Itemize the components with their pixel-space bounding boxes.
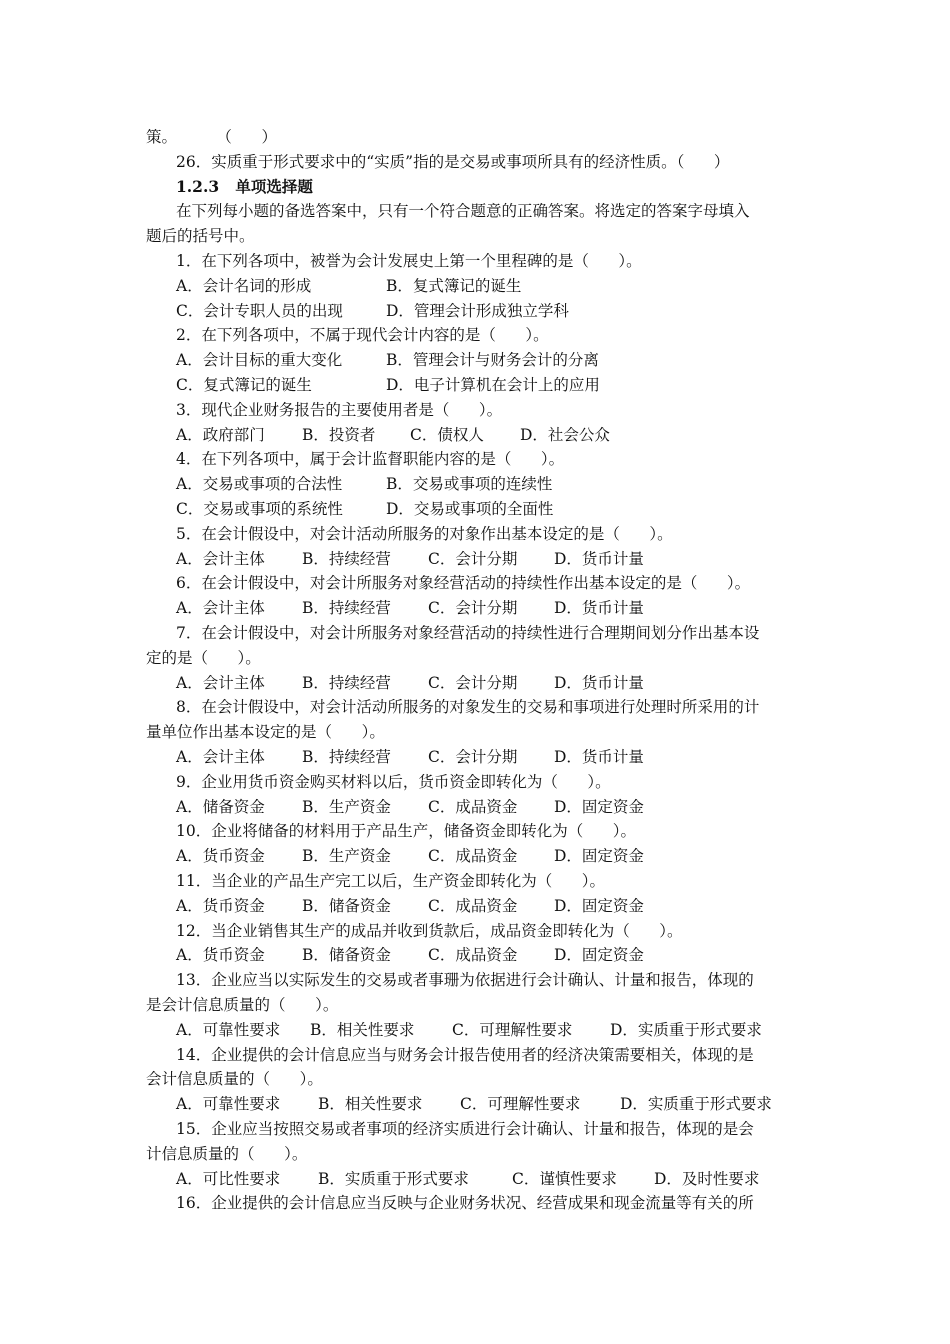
text-line: 16．企业提供的会计信息应当反映与企业财务状况、经营成果和现金流量等有关的所 [176,1194,754,1213]
answer-option: C．成品资金 [428,847,518,866]
answer-option: D．货币计量 [554,673,644,692]
answer-option: D．货币计量 [554,748,644,766]
answer-option: B．持续经营 [302,673,391,692]
text-line: 题后的括号中。 [146,227,255,246]
answer-option: D．固定资金 [554,946,644,965]
answer-option: B．储备资金 [302,896,391,915]
answer-option: B．储备资金 [302,946,391,965]
section-heading: 1.2.3 单项选择题 [176,176,313,196]
answer-option: B．持续经营 [302,549,391,568]
text-line: 9．企业用货币资金购买材料以后，货币资金即转化为（ ）。 [176,772,611,791]
answer-option: A．会计主体 [176,673,265,692]
answer-option: A．储备资金 [176,797,265,816]
answer-option: C．可理解性要求 [460,1095,581,1114]
text-line: 会计信息质量的（ ）。 [146,1070,323,1089]
answer-option: A．会计主体 [176,748,265,766]
text-line: 在下列每小题的备选答案中，只有一个符合题意的正确答案。将选定的答案字母填入 [176,202,750,221]
answer-option: D．管理会计形成独立学科 [386,301,569,320]
text-line: 计信息质量的（ ）。 [146,1144,308,1163]
answer-option: A．会计名词的形成 [176,276,312,295]
answer-option: D．固定资金 [554,797,644,816]
text-line: 8．在会计假设中，对会计活动所服务的对象发生的交易和事项进行处理时所采用的计 [176,698,760,717]
answer-option: D．交易或事项的全面性 [386,500,554,518]
text-line: 是会计信息质量的（ ）。 [146,996,339,1014]
answer-option: A．货币资金 [176,847,265,866]
answer-option: A．交易或事项的合法性 [176,475,343,494]
answer-option: B．实质重于形式要求 [318,1169,469,1188]
answer-option: D．实质重于形式要求 [610,1020,762,1039]
answer-option: B．投资者 [302,425,376,444]
text-line: 13．企业应当以实际发生的交易或者事珊为依据进行会计确认、计量和报告，体现的 [176,971,754,990]
answer-option: D．货币计量 [554,599,644,618]
answer-option: B．生产资金 [302,797,391,816]
answer-option: C．债权人 [410,425,484,444]
answer-option: B．交易或事项的连续性 [386,475,553,494]
answer-option: D．社会公众 [520,425,610,444]
answer-option: B．生产资金 [302,847,391,866]
answer-option: A．可比性要求 [176,1169,281,1188]
answer-option: B．复式簿记的诞生 [386,276,522,295]
answer-option: D．实质重于形式要求 [620,1095,772,1114]
answer-option: D．固定资金 [554,847,644,866]
answer-option: B．持续经营 [302,599,391,618]
answer-option: C．交易或事项的系统性 [176,500,343,518]
answer-option: B．相关性要求 [318,1095,423,1114]
answer-option: A．可靠性要求 [176,1020,281,1039]
text-line: 定的是（ ）。 [146,648,261,667]
answer-option: B．持续经营 [302,748,391,766]
answer-option: C．会计分期 [428,748,518,766]
answer-option: A．可靠性要求 [176,1095,281,1114]
answer-option: C．谨慎性要求 [512,1169,617,1188]
text-line: 11．当企业的产品生产完工以后，生产资金即转化为（ ）。 [176,872,606,890]
answer-option: A．会计主体 [176,549,265,568]
text-line: 14．企业提供的会计信息应当与财务会计报告使用者的经济决策需要相关，体现的是 [176,1045,754,1064]
answer-option: A．会计目标的重大变化 [176,351,343,370]
text-line: 4．在下列各项中，属于会计监督职能内容的是（ ）。 [176,450,565,469]
answer-option: C．成品资金 [428,946,518,965]
text-line: 12．当企业销售其生产的成品并收到货款后，成品资金即转化为（ ）。 [176,921,683,940]
answer-option: A．政府部门 [176,425,265,444]
answer-option: D．及时性要求 [654,1169,760,1188]
text-line: 6．在会计假设中，对会计所服务对象经营活动的持续性作出基本设定的是（ ）。 [176,574,751,593]
text-line: 10．企业将储备的材料用于产品生产，储备资金即转化为（ ）。 [176,822,637,841]
text-line: 2．在下列各项中，不属于现代会计内容的是（ ）。 [176,326,549,345]
answer-option: A．会计主体 [176,599,265,618]
answer-option: C．会计分期 [428,673,518,692]
text-line: 3．现代企业财务报告的主要使用者是（ ）。 [176,400,503,419]
text-line: 量单位作出基本设定的是（ ）。 [146,723,385,742]
text-line: 1．在下列各项中，被誉为会计发展史上第一个里程碑的是（ ）。 [176,252,642,270]
text-line: 策。 （ ） [146,128,277,146]
answer-option: A．货币资金 [176,896,265,915]
text-line: 26．实质重于形式要求中的“实质”指的是交易或事项所具有的经济性质。（ ） [176,152,730,171]
answer-option: B．相关性要求 [310,1020,415,1039]
answer-option: D．固定资金 [554,896,644,915]
answer-option: D．电子计算机在会计上的应用 [386,376,600,394]
answer-option: C．成品资金 [428,797,518,816]
answer-option: C．会计分期 [428,599,518,618]
answer-option: C．会计专职人员的出现 [176,301,343,320]
text-line: 5．在会计假设中，对会计活动所服务的对象作出基本设定的是（ ）。 [176,524,673,543]
text-line: 7．在会计假设中，对会计所服务对象经营活动的持续性进行合理期间划分作出基本设 [176,624,760,642]
answer-option: C．可理解性要求 [452,1020,573,1039]
answer-option: D．货币计量 [554,549,644,568]
answer-option: A．货币资金 [176,946,265,965]
answer-option: C．复式簿记的诞生 [176,376,312,394]
answer-option: C．会计分期 [428,549,518,568]
answer-option: B．管理会计与财务会计的分离 [386,351,599,370]
answer-option: C．成品资金 [428,896,518,915]
text-line: 15．企业应当按照交易或者事项的经济实质进行会计确认、计量和报告，体现的是会 [176,1120,754,1138]
